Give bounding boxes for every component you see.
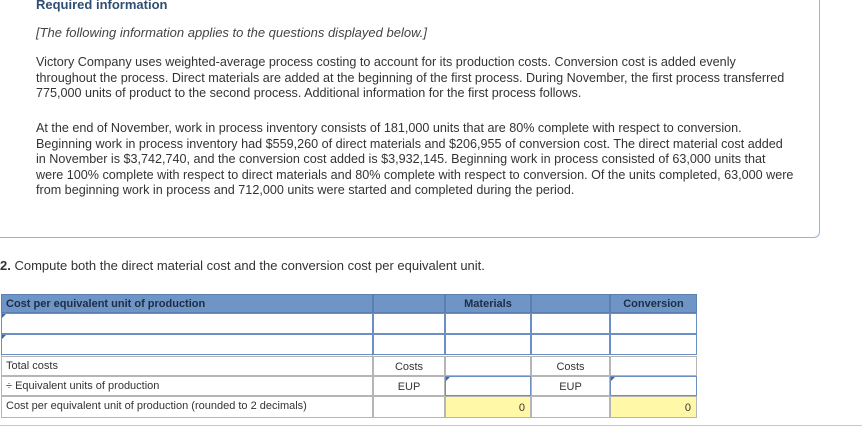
row-2-materials-input[interactable] bbox=[446, 335, 530, 354]
materials-total-costs-value bbox=[445, 356, 531, 376]
row-1-col-3[interactable] bbox=[531, 313, 610, 334]
input-marker-icon bbox=[446, 377, 450, 381]
row-2-col-3[interactable] bbox=[531, 334, 610, 355]
header-materials: Materials bbox=[445, 294, 531, 313]
row-1-materials-input[interactable] bbox=[446, 314, 530, 333]
row-1-col-1[interactable] bbox=[373, 313, 445, 334]
materials-eup-field[interactable] bbox=[445, 376, 531, 396]
header-blank-1 bbox=[373, 294, 445, 313]
applies-note: [The following information applies to the questions displayed below.] bbox=[36, 25, 427, 40]
blank-row-2-label[interactable] bbox=[1, 334, 373, 355]
question-text bbox=[0, 258, 485, 273]
row-2-col-1[interactable] bbox=[373, 334, 445, 355]
row-1-conversion[interactable] bbox=[610, 313, 697, 334]
question-body: Compute both the direct material cost and the conversion cost per equivalent unit. bbox=[10, 258, 485, 273]
materials-costs-label: Costs bbox=[373, 356, 445, 376]
cost-per-unit-blank-1 bbox=[373, 396, 445, 418]
row-1-materials[interactable] bbox=[445, 313, 531, 334]
cost-per-unit-label: Cost per equivalent unit of production (rounded to 2 decimals) bbox=[1, 396, 373, 418]
blank-row-1-label[interactable] bbox=[1, 313, 373, 334]
conversion-eup-label: EUP bbox=[531, 376, 610, 396]
row-2-conversion-input[interactable] bbox=[611, 335, 696, 354]
row-1-col-1-input[interactable] bbox=[374, 314, 444, 333]
row-1-col-3-input[interactable] bbox=[532, 314, 609, 333]
row-2-col-1-input[interactable] bbox=[374, 335, 444, 354]
header-blank-2 bbox=[531, 294, 610, 313]
question-number: 2. bbox=[0, 258, 11, 273]
input-marker-icon bbox=[2, 335, 6, 339]
materials-eup-label: EUP bbox=[373, 376, 445, 396]
materials-cost-per-unit-result: 0 bbox=[445, 396, 531, 418]
materials-eup-input[interactable] bbox=[446, 377, 530, 395]
row-1-conversion-input[interactable] bbox=[611, 314, 696, 333]
conversion-total-costs-value bbox=[610, 356, 697, 376]
conversion-cost-per-unit-result: 0 bbox=[610, 396, 697, 418]
bottom-divider bbox=[0, 425, 862, 426]
info-paragraph-1: Victory Company uses weighted-average process costing to account for its production costs. Conversion cost is added evenly throughout the process. Direct materials are added at the beginning of the first process. During November, the first process transferred 775,000 units of product to the second process. Additional information for the first process follows. bbox=[36, 55, 785, 101]
conversion-costs-label: Costs bbox=[531, 356, 610, 376]
equivalent-units-label: ÷ Equivalent units of production bbox=[1, 376, 373, 396]
info-paragraph-2: At the end of November, work in process inventory consists of 181,000 units that are 80% complete with respect to conversion. Beginning work in process inventory had $559,260 of direct materials and $206,955 of conversion cost. The direct material cost added in November is $3,742,740, and the conversion cost added is $3,932,145. Beginning work in process consisted of 63,000 units that were 100% complete with respect to direct materials and 80% complete with respect to conversion. Of the units completed, 63,000 were from beginning work in process and 712,000 units were started and completed during the period. bbox=[36, 121, 794, 198]
conversion-eup-input[interactable] bbox=[611, 377, 696, 395]
row-1-label-input[interactable] bbox=[2, 314, 372, 333]
total-costs-label: Total costs bbox=[1, 356, 373, 376]
conversion-eup-field[interactable] bbox=[610, 376, 697, 396]
header-cost-per-unit: Cost per equivalent unit of production bbox=[1, 294, 373, 313]
required-information-title: Required information bbox=[36, 0, 168, 12]
input-marker-icon bbox=[611, 377, 615, 381]
header-conversion: Conversion bbox=[610, 294, 697, 313]
row-2-col-3-input[interactable] bbox=[532, 335, 609, 354]
row-2-label-input[interactable] bbox=[2, 335, 372, 354]
input-marker-icon bbox=[2, 314, 6, 318]
row-2-conversion[interactable] bbox=[610, 334, 697, 355]
row-2-materials[interactable] bbox=[445, 334, 531, 355]
cost-per-unit-blank-2 bbox=[531, 396, 610, 418]
